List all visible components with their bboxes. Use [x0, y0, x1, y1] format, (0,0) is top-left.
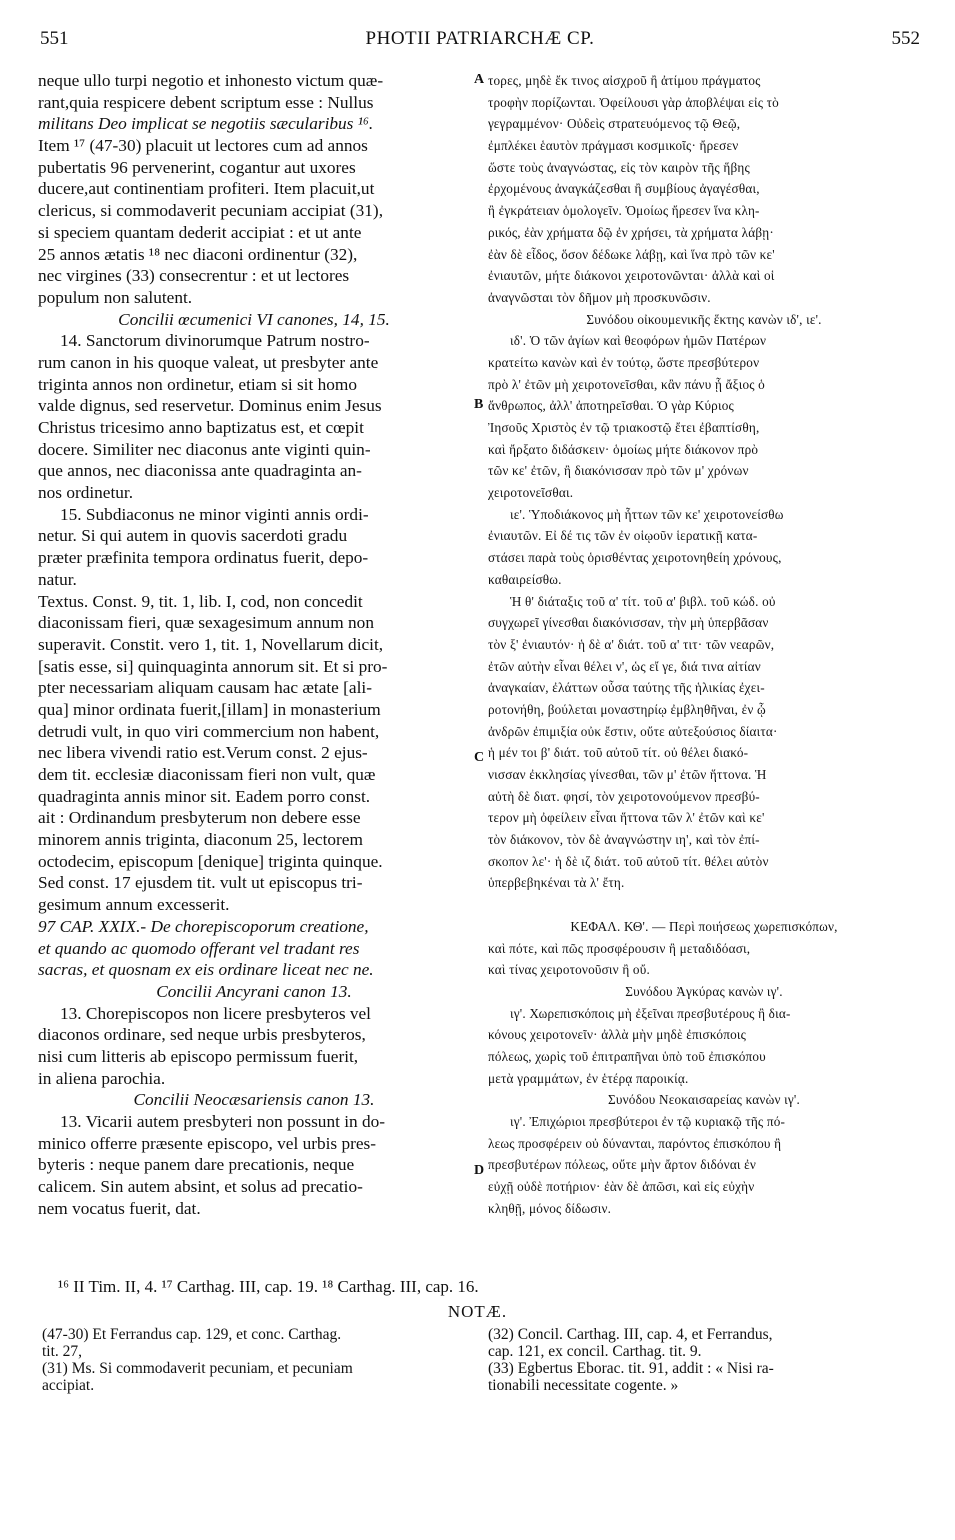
- margin-letter-c: C: [474, 750, 485, 765]
- latin-text-line: rum canon in his quoque valeat, ut presbyter ante: [38, 352, 379, 372]
- latin-text-line: calicem. Sin autem absint, et solus ad precatio-: [38, 1177, 363, 1197]
- latin-text-line: ait : Ordinandum presbyterum non debere esse: [38, 808, 361, 828]
- greek-text-line: κληθῇ, μόνος δίδωσιν.: [488, 1200, 612, 1216]
- latin-text-line: Textus. Const. 9, tit. 1, lib. I, cod, non concedit: [38, 591, 363, 611]
- greek-text-line: σκοπον λε'· ἡ δὲ ιζ διάτ. τοῦ αὐτοῦ τίτ. θέλει αὐτὸν: [488, 853, 769, 869]
- latin-text-line: triginta annos non ordinetur, etiam si sit homo: [38, 374, 357, 394]
- greek-text-line: καὶ πότε, καὶ πῶς προσφέρουσιν ἢ μεταδιδόασι,: [488, 940, 751, 956]
- latin-text-line: nec libera vivendi ratio est.Verum const. 2 ejus-: [38, 743, 368, 763]
- latin-text-line: clericus, si commodaverit pecuniam accipiat (31),: [38, 201, 384, 221]
- latin-text-line: si speciem quantam dederit accipiat : et ut ante: [38, 222, 362, 242]
- greek-text-line: ἐὰν δὲ εἶδος, ὅσον δέδωκε λάβῃ, καὶ ἵνα πρὸ τῶν κε': [488, 246, 775, 262]
- latin-text-line: docere. Similiter nec diaconus ante viginti quin-: [38, 439, 371, 459]
- greek-text-line: ΚΕΦΑΛ. ΚΘ'. — Περὶ ποιήσεως χωρεπισκόπων,: [570, 918, 838, 934]
- page-header: [40, 28, 920, 58]
- latin-text-line: in aliena parochia.: [38, 1068, 166, 1088]
- latin-text-line: detrudi vult, in quo viri commercium non habent,: [38, 721, 380, 741]
- greek-text-line: τὸν ξ' ἐνιαυτόν· ἡ δὲ α' διάτ. τοῦ α' τιτ· τῶν νεαρῶν,: [488, 636, 775, 652]
- greek-text-line: κόνους χειροτονεῖν· ἀλλὰ μὴν μηδὲ ἐπισκόποις: [488, 1027, 747, 1043]
- greek-text-line: χειροτονεῖσθαι.: [488, 485, 574, 501]
- latin-text-line: sacras, et quosnam ex eis ordinare liceat nec ne.: [38, 960, 374, 980]
- latin-text-line: pter necessariam aliquam causam hac ætate [ali-: [38, 678, 372, 698]
- latin-text-line: dem tit. ecclesiæ diaconissam fieri non vult, quæ: [38, 765, 376, 784]
- latin-text-line: Sed const. 17 ejusdem tit. vult ut episcopus tri-: [38, 873, 363, 893]
- latin-text-line: nem vocatus fuerit, dat.: [38, 1198, 201, 1218]
- greek-text-line: τῶν κε' ἐτῶν, ἢ διακόνισσαν πρὸ τῶν μ' χρόνων: [488, 463, 749, 479]
- greek-text-line: Ἡ θ' διάταξις τοῦ α' τίτ. τοῦ α' βιβλ. τοῦ κώδ. οὐ: [510, 593, 776, 609]
- greek-text-line: ρικός, ἐὰν χρήματα δῷ ἐν χρήσει, τὰ χρήματα λάβῃ·: [488, 224, 774, 240]
- latin-text-line: Concilii œcumenici VI canones, 14, 15.: [118, 309, 390, 329]
- greek-text-line: πόλεως, χωρὶς τοῦ ἐπιτραπῆναι ὑπὸ τοῦ ἐπισκόπου: [488, 1048, 766, 1064]
- latin-text-line: Concilii Ancyrani canon 13.: [156, 981, 352, 1001]
- latin-text-line: octodecim, episcopum [denique] triginta quinque.: [38, 851, 383, 871]
- latin-text-line: 15. Subdiaconus ne minor viginti annis ordi-: [60, 504, 369, 524]
- greek-text-line: καὶ ἤρξατο διδάσκειν· ὁμοίως μήτε διάκονον πρὸ: [488, 441, 759, 457]
- nota-line: tit. 27,: [42, 1343, 83, 1360]
- latin-text-line: minico offerre præsente episcopo, vel urbis pres-: [38, 1133, 377, 1153]
- greek-text-line: γεγραμμένον· Οὐδεὶς στρατευόμενος τῷ Θεῷ,: [488, 116, 741, 132]
- latin-text-line: nec virgines (33) consecrentur : et ut lectores: [38, 266, 350, 286]
- notae-right-column: [488, 1326, 928, 1394]
- greek-text-line: τροφὴν πορίζωνται. Ὀφείλουσι γὰρ ἀποβλέψαι εἰς τὸ: [488, 94, 779, 110]
- greek-text-line: ἄνθρωπος, ἀλλ' ἀποτηρεῖσθαι. Ὁ γὰρ Κύριος: [488, 398, 734, 414]
- latin-text-line: natur.: [38, 569, 77, 589]
- latin-text-line: nisi cum litteris ab episcopo permissum fuerit,: [38, 1046, 359, 1066]
- nota-line: accipiat.: [42, 1377, 95, 1394]
- greek-text-line: αὐτὴ δὲ διατ. φησί, τὸν χειροτονούμενον πρεσβύ-: [488, 788, 760, 804]
- greek-text-line: ἐνιαυτῶν. Εἰ δέ τις τῶν ἐν οἱῳοῦν ἱερατικῇ κατα-: [488, 528, 758, 544]
- greek-text-line: καθαιρείσθω.: [488, 571, 562, 587]
- latin-text-line: Concilii Neocæsariensis canon 13.: [133, 1090, 375, 1110]
- latin-text-line: pubertatis 96 pervenerint, cogantur aut uxores: [38, 157, 356, 177]
- greek-text-line: ἐνιαυτῶν, μήτε διάκονοι χειροτονῶνται· ἀλλὰ καὶ οἱ: [488, 268, 775, 284]
- right-column-number: 552: [891, 28, 920, 49]
- latin-text-line: rant,quia respicere debent scriptum esse : Nullus: [38, 92, 374, 112]
- latin-text-line: populum non salutent.: [38, 287, 193, 307]
- latin-text-line: netur. Si qui autem in quovis sacerdoti gradu: [38, 526, 348, 546]
- running-title: PHOTII PATRIARCHÆ CP.: [365, 28, 595, 49]
- latin-text-line: præter præfinita tempora ordinatus fuerit, depo-: [38, 548, 369, 568]
- latin-text-line: et quando ac quomodo offerant vel tradant res: [38, 938, 360, 958]
- latin-column: [38, 70, 470, 1219]
- latin-text-line: 13. Chorepiscopos non licere presbyteros vel: [60, 1003, 371, 1023]
- nota-line: cap. 121, ex concil. Carthag. tit. 9.: [488, 1343, 702, 1360]
- margin-letter-d: D: [474, 1163, 485, 1178]
- latin-text-line: neque ullo turpi negotio et inhonesto victum quæ-: [38, 71, 384, 90]
- greek-text-line: ἐτῶν αὐτὴν εἶναι θέλει ν', ὡς εἴ γε, διά τινα αἰτίαν: [488, 658, 761, 674]
- greek-text-line: εὐχῇ οὐδὲ ποτήριον· ἐὰν δὲ ἀπῶσι, καὶ εἰς εὐχὴν: [488, 1179, 755, 1195]
- notae-left-column: [42, 1326, 472, 1394]
- greek-text-line: κρατείτω κανὼν καὶ ἐν τούτῳ, ὥστε πρεσβύτερον: [488, 354, 760, 370]
- latin-text-line: nos ordinetur.: [38, 483, 134, 503]
- latin-text-line: qua] minor ordinata fuerit,[illam] in monasterium: [38, 699, 381, 719]
- latin-text-line: 97 CAP. XXIX.- De chorepiscoporum creatione,: [38, 916, 369, 936]
- greek-text-line: ἀναγκαίαν, ἐλάττων οὖσα ταύτης τῆς ἡλικίας ἐχει-: [488, 680, 765, 696]
- latin-text-line: Item ¹⁷ (47-30) placuit ut lectores cum ad annos: [38, 136, 368, 156]
- greek-text-line: τερον μὴ ὀφείλειν εἶναι ἥττονα τῶν λ' ἐτῶν καὶ κε': [488, 810, 765, 826]
- greek-column: [488, 70, 920, 1219]
- greek-text-line: Ἰησοῦς Χριστὸς ἐν τῷ τριακοστῷ ἔτει ἐβαπτίσθη,: [488, 420, 760, 435]
- latin-text-line: ducere,aut continentiam profiteri. Item placuit,ut: [38, 179, 375, 199]
- greek-text-line: ἐρχομένους ἀναγκάζεσθαι ἢ συμβίους ἀγαγέσθαι,: [488, 181, 760, 197]
- notae-title: NOTÆ.: [447, 1302, 508, 1321]
- margin-letter-a: A: [474, 72, 485, 87]
- greek-text-line: Συνόδου οἰκουμενικῆς ἕκτης κανὼν ιδ', ιε'.: [586, 311, 822, 327]
- latin-text-line: Christus tricesimo anno baptizatus est, et cœpit: [38, 418, 364, 437]
- margin-letter-b: B: [474, 397, 484, 412]
- greek-text-line: συγχωρεῖ γίνεσθαι διακόνισσαν, τὴν μὴ ὑπερβᾶσαν: [488, 615, 769, 631]
- latin-text-line: byteris : neque panem dare precationis, neque: [38, 1155, 355, 1175]
- greek-text-line: λεως προσφέρειν οὐ δύνανται, παρόντος ἐπισκόπου ἢ: [488, 1135, 782, 1151]
- greek-text-line: πρεσβυτέρων πόλεως, οὔτε μὴν ἄρτον διδόναι ἐν: [488, 1157, 757, 1173]
- nota-line: (31) Ms. Si commodaverit pecuniam, et pecuniam: [42, 1360, 353, 1377]
- latin-text-line: diaconissam fieri, quæ sexagesimum annum non: [38, 613, 374, 633]
- greek-text-line: Συνόδου Ἀγκύρας κανὼν ιγ'.: [625, 983, 783, 999]
- latin-text-line: 13. Vicarii autem presbyteri non possunt in do-: [60, 1112, 386, 1131]
- greek-text-line: τὸν διάκονον, τὸν δὲ ἀναγνώστην ιη', καὶ τὸν ἐπί-: [488, 832, 760, 848]
- greek-text-line: νισσαν ἐκκλησίας γίνεσθαι, τῶν μ' ἐτῶν ἥττονα. Ἡ: [488, 767, 767, 782]
- greek-text-line: ἡ μέν τοι β' διάτ. τοῦ αὐτοῦ τίτ. οὐ θέλει διακό-: [488, 745, 749, 761]
- greek-text-line: ἢ ἐγκράτειαν ὁμολογεῖν. Ὁμοίως ἤρεσεν ἵνα κλη-: [488, 203, 760, 219]
- greek-text-line: πρὸ λ' ἐτῶν μὴ χειροτονεῖσθαι, κἂν πάνυ ᾖ ἄξιος ὁ: [488, 376, 765, 392]
- greek-text-line: ιγ'. Χωρεπισκόποις μὴ ἐξεῖναι πρεσβυτέρους ἢ δια-: [510, 1005, 791, 1021]
- nota-line: (47-30) Et Ferrandus cap. 129, et conc. Carthag.: [42, 1326, 342, 1343]
- latin-text-line: superavit. Constit. vero 1, tit. 1, Novellarum dicit,: [38, 634, 384, 654]
- latin-text-line: quadraginta annis minor sit. Eadem porro const.: [38, 786, 371, 806]
- latin-text-line: gesimum annum excesserit.: [38, 895, 230, 915]
- latin-text-line: militans Deo implicat se negotiis sæcularibus ¹⁶.: [38, 114, 374, 134]
- greek-text-line: ιδ'. Ὁ τῶν ἁγίων καὶ θεοφόρων ἡμῶν Πατέρων: [510, 333, 767, 349]
- footnotes: ¹⁶ II Tim. II, 4. ¹⁷ Carthag. III, cap. 19. ¹⁸ Carthag. III, cap. 16.: [58, 1277, 479, 1296]
- greek-text-line: ὑπερβεβηκέναι τὰ λ' ἔτη.: [488, 875, 625, 891]
- nota-line: tionabili necessitate cogente. »: [488, 1377, 679, 1394]
- greek-text-line: Συνόδου Νεοκαισαρείας κανὼν ιγ'.: [608, 1092, 800, 1108]
- greek-text-line: τορες, μηδὲ ἔκ τινος αἰσχροῦ ἢ ἀτίμου πράγματος: [488, 73, 761, 88]
- latin-text-line: que annos, nec diaconissa ante quadraginta an-: [38, 461, 362, 481]
- greek-text-line: ἀναγνῶσται τὸν δῆμον μὴ προσκυνῶσιν.: [488, 289, 711, 305]
- left-column-number: 551: [40, 28, 69, 49]
- latin-text-line: valde dignus, sed reservetur. Dominus enim Jesus: [38, 396, 382, 416]
- greek-text-line: ιγ'. Ἐπιχώριοι πρεσβύτεροι ἐν τῷ κυριακῷ τῆς πό-: [510, 1114, 786, 1129]
- nota-line: (32) Concil. Carthag. III, cap. 4, et Ferrandus,: [488, 1326, 773, 1343]
- greek-text-line: στάσει παρὰ τοὺς ὁρισθέντας χειροτονηθείη χρόνους,: [488, 550, 782, 566]
- greek-text-line: ἀνδρῶν ἐπιμιξία οὐκ ἔστιν, οὔτε αὐτεξούσιος δίαιτα·: [488, 723, 778, 739]
- latin-text-line: minorem annis triginta, diaconum 25, lectorem: [38, 830, 363, 850]
- latin-text-line: 25 annos ætatis ¹⁸ nec diaconi ordinentur (32),: [38, 244, 358, 264]
- greek-text-line: ιε'. Ὑποδιάκονος μὴ ἧττων τῶν κε' χειροτονείσθω: [510, 506, 784, 522]
- greek-text-line: ροτονήθη, βούλεται μοναστηρίῳ ἐμβληθῆναι, ἐν ᾧ: [488, 701, 766, 717]
- latin-text-line: diaconos ordinare, sed neque urbis presbyteros,: [38, 1025, 366, 1045]
- greek-text-line: μετὰ γραμμάτων, ἐν ἑτέρᾳ παροικίᾳ.: [488, 1070, 689, 1086]
- greek-text-line: [488, 894, 920, 916]
- latin-text-line: 14. Sanctorum divinorumque Patrum nostro-: [60, 331, 370, 351]
- greek-text-line: ἐμπλέκει ἑαυτὸν πράγμασι κοσμικοῖς· ἤρεσεν: [488, 138, 739, 154]
- greek-text-line: ὥστε τοὺς ἀναγνώστας, εἰς τὸν καιρὸν τῆς ἥβης: [488, 159, 750, 175]
- nota-line: (33) Egbertus Eborac. tit. 91, addit : « Nisi ra-: [488, 1360, 774, 1377]
- latin-text-line: [satis esse, si] quinquaginta annorum sit. Et si pro-: [38, 656, 388, 676]
- greek-text-line: καὶ τίνας χειροτονοῦσιν ἢ οὔ.: [488, 962, 650, 978]
